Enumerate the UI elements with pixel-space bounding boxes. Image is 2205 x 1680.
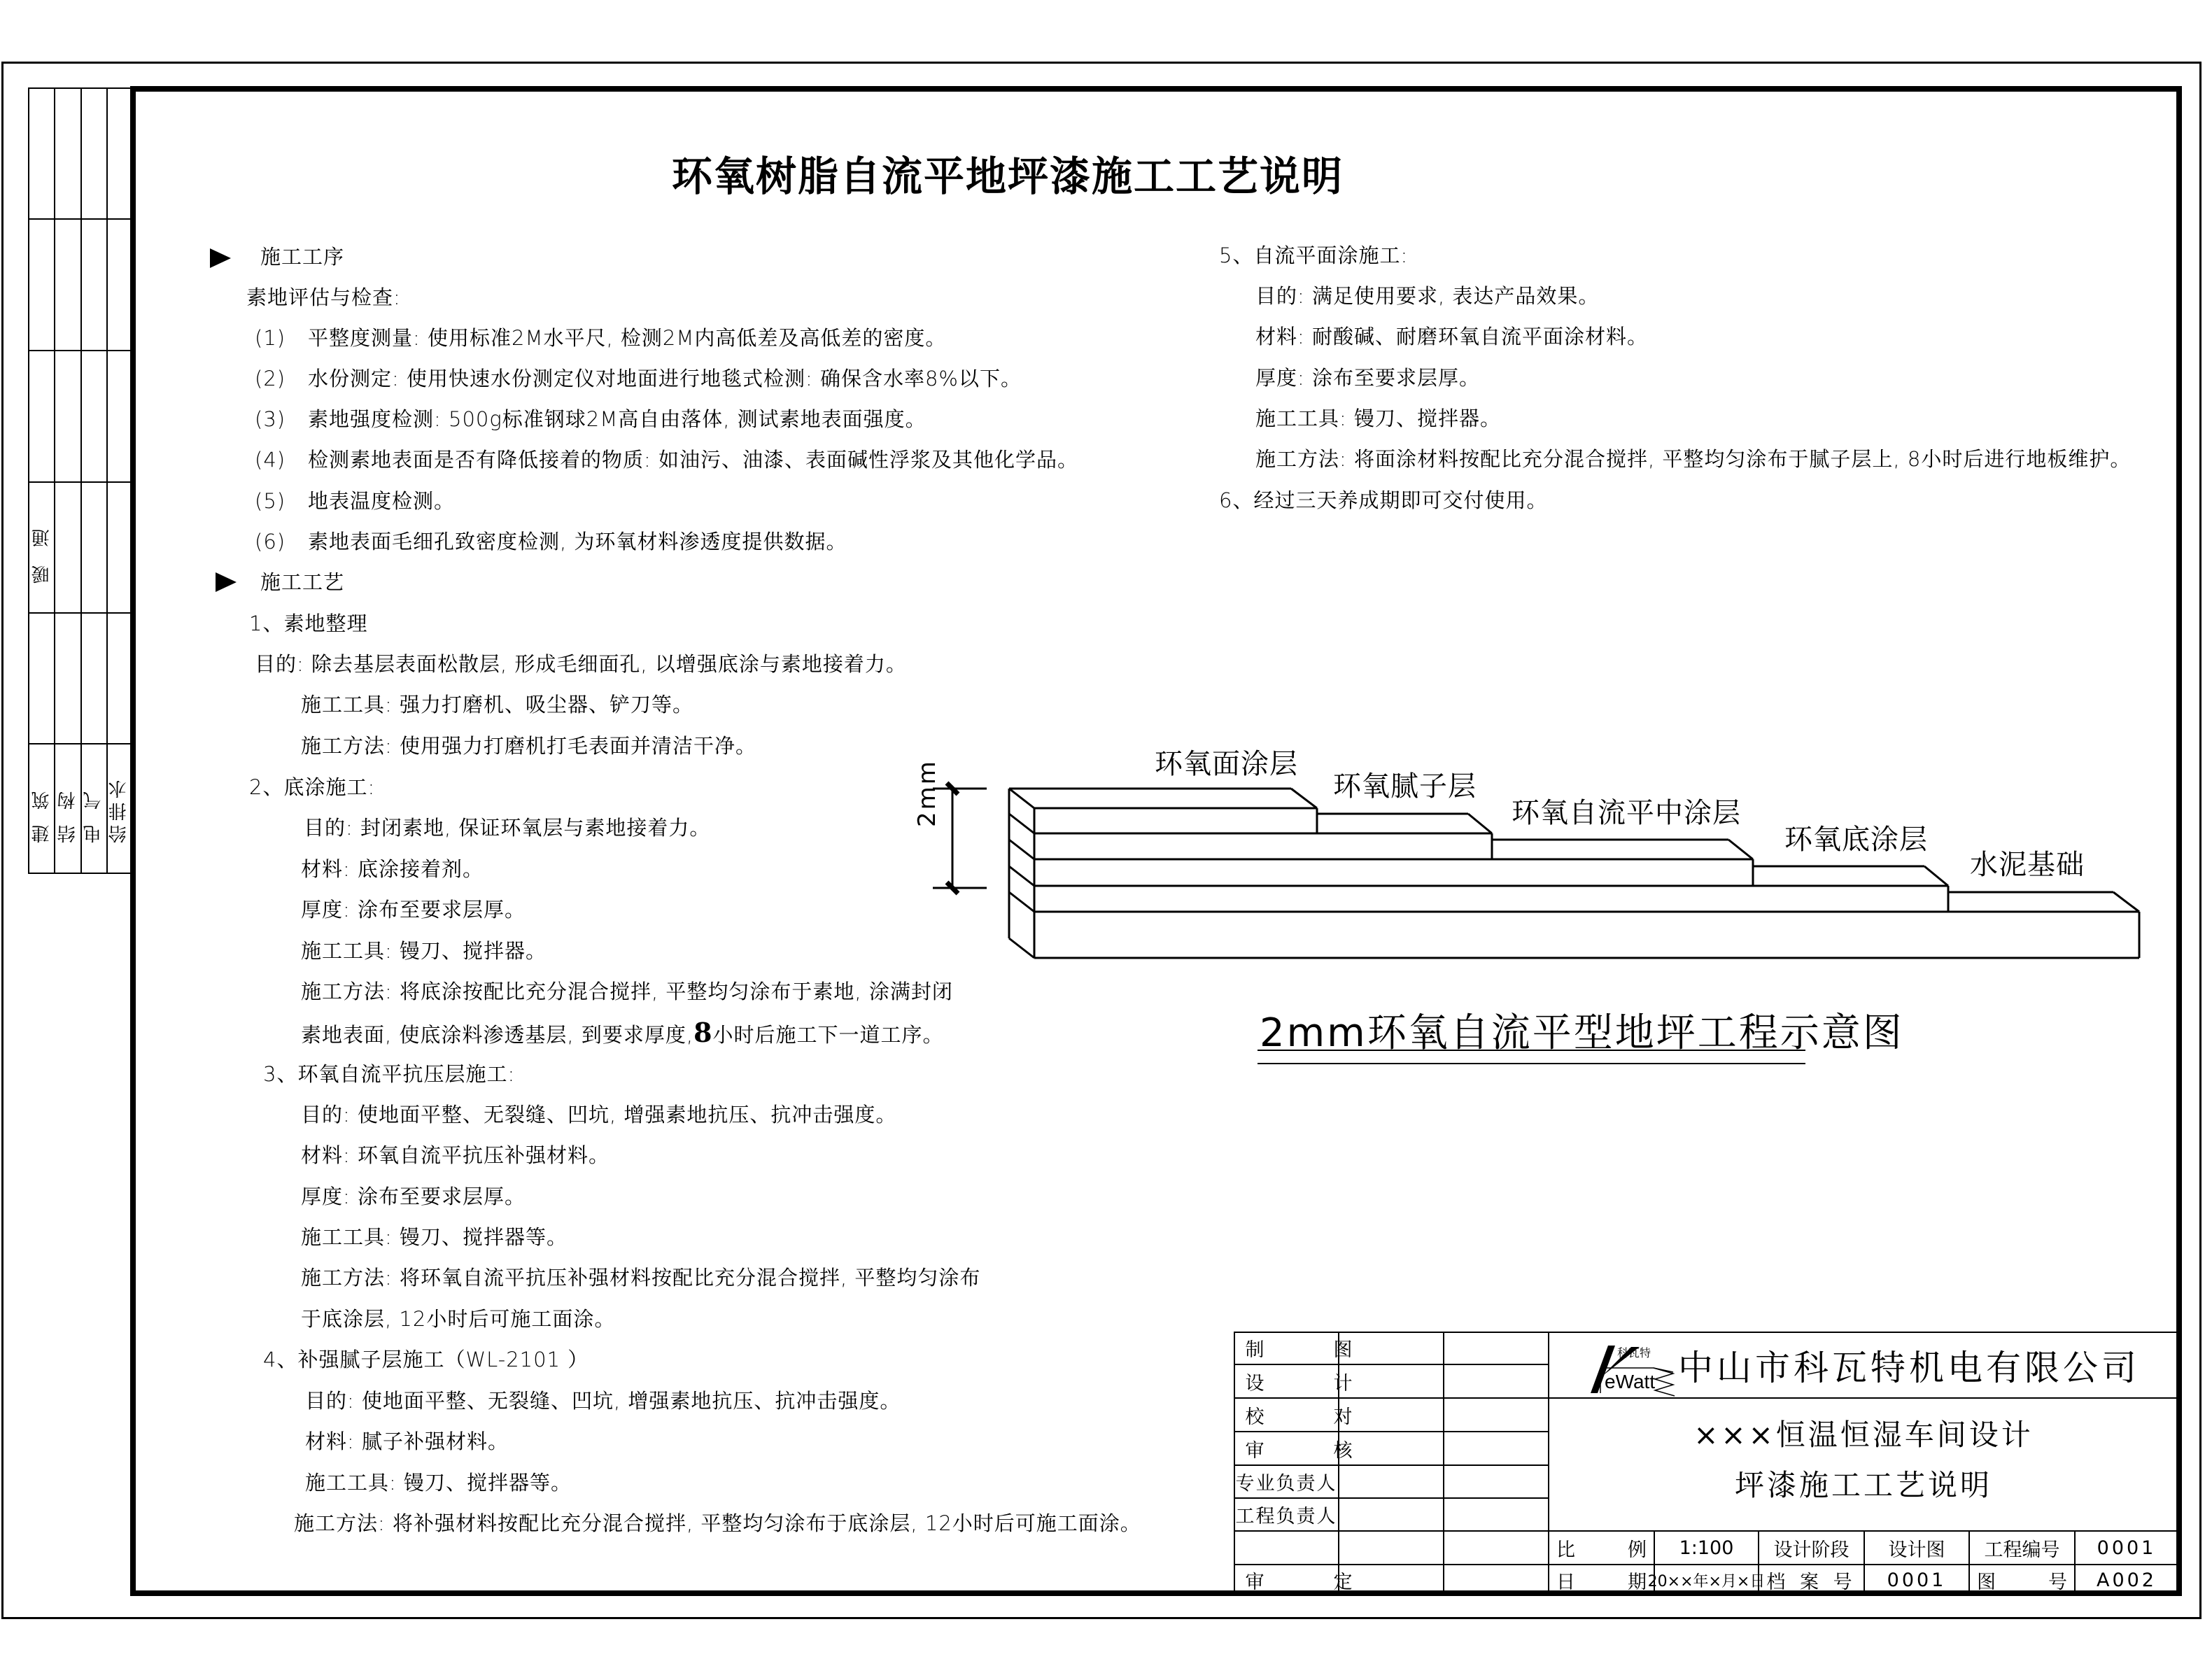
strip-label-plumbing: 给排水 <box>108 776 129 843</box>
item-text: 素地表面毛细孔致密度检测, 为环氧材料渗透度提供数据。 <box>308 530 847 553</box>
hours-number: 8 <box>693 1017 713 1048</box>
info-value-date: 20××年×月×日 <box>1647 1573 1766 1590</box>
strip-label-architecture: 建筑 <box>31 776 52 843</box>
item-num: (2) <box>255 367 286 390</box>
method-text: 小时后施工下一道工序。 <box>712 1023 944 1047</box>
info-label-scale: 比 例 <box>1556 1539 1663 1561</box>
item-text: 平整度测量: 使用标准2M水平尺, 检测2M内高低差及高低差的密度。 <box>308 326 947 350</box>
step-method-cont <box>301 1017 944 1048</box>
layer-label-cement-base: 水泥基础 <box>1970 849 2085 881</box>
step-final: 6、经过三天养成期即可交付使用。 <box>1219 488 1548 512</box>
sign-label: 校 对 <box>1245 1406 1378 1428</box>
info-label-date: 日 期 <box>1556 1572 1663 1593</box>
arrow-bullet-icon <box>210 248 231 268</box>
item-num: (4) <box>255 448 286 472</box>
step-tools: 施工工具: 镘刀、搅拌器等。 <box>301 1225 568 1249</box>
info-label-archive-no: 档 案 号 <box>1766 1572 1857 1593</box>
info-label-design-stage: 设计阶段 <box>1773 1539 1850 1561</box>
diagram-caption: 2mm环氧自流平型地坪工程示意图 <box>1260 1010 1904 1056</box>
step-tools: 施工工具: 镘刀、搅拌器。 <box>1255 407 1501 430</box>
step-material: 材料: 底涂接着剂。 <box>301 857 484 881</box>
layer-label-primer: 环氧底涂层 <box>1784 824 1928 856</box>
step-purpose: 目的: 满足使用要求, 表达产品效果。 <box>1255 284 1600 308</box>
layer-label-putty: 环氧腻子层 <box>1333 770 1477 803</box>
dimension-label: 2mm <box>913 759 941 827</box>
step-title: 2、底涂施工: <box>249 775 376 799</box>
info-label-drawing-no: 图 号 <box>1977 1572 2084 1593</box>
item-text: 检测素地表面是否有降低接着的物质: 如油污、油漆、表面碱性浮浆及其他化学品。 <box>308 448 1078 472</box>
sign-label: 审 核 <box>1245 1439 1378 1462</box>
item-text: 地表温度检测。 <box>308 489 456 513</box>
sign-label: 专业负责人 <box>1235 1473 1337 1495</box>
project-name: ×××恒温恒湿车间设计 <box>1693 1418 2034 1452</box>
page-title: 环氧树脂自流平地坪漆施工工艺说明 <box>672 153 1344 200</box>
info-value-project-no: 0001 <box>2097 1537 2157 1559</box>
company-name: 中山市科瓦特机电有限公司 <box>1678 1348 2140 1388</box>
strip-label-hvac: 暖通 <box>31 511 52 584</box>
sign-label: 制 图 <box>1245 1339 1378 1361</box>
step-title: 3、环氧自流平抗压层施工: <box>263 1062 516 1086</box>
item-text: 水份测定: 使用快速水份测定仪对地面进行地毯式检测: 确保含水率8%以下。 <box>308 367 1022 390</box>
step-method-cont: 于底涂层, 12小时后可施工面涂。 <box>301 1307 616 1331</box>
step-purpose: 目的: 除去基层表面松散层, 形成毛细面孔, 以增强底涂与素地接着力。 <box>255 652 907 676</box>
section-heading-process: 施工工序 <box>260 245 345 269</box>
subheading-inspection: 素地评估与检查: <box>246 285 401 309</box>
step-method: 施工方法: 将补强材料按配比充分混合搅拌, 平整均匀涂布于底涂层, 12小时后可施工面涂。 <box>294 1511 1141 1535</box>
step-method: 施工方法: 将底涂按配比充分混合搅拌, 平整均匀涂布于素地, 涂满封闭 <box>301 980 953 1003</box>
step-material: 材料: 环氧自流平抗压补强材料。 <box>301 1143 610 1167</box>
strip-label-electrical: 电气 <box>83 776 104 843</box>
step-title: 4、补强腻子层施工（WL-2101 ） <box>263 1348 589 1371</box>
arrow-bullet-icon <box>216 572 237 592</box>
layer-label-top-coat: 环氧面涂层 <box>1155 748 1298 780</box>
item-text: 素地强度检测: 500g标准钢球2M高自由落体, 测试素地表面强度。 <box>308 407 927 431</box>
step-material: 材料: 耐酸碱、耐磨环氧自流平面涂材料。 <box>1255 325 1648 348</box>
logo-brand-cn: 科瓦特 <box>1617 1346 1651 1360</box>
step-thickness: 厚度: 涂布至要求层厚。 <box>301 898 526 922</box>
section-heading-craft: 施工工艺 <box>260 570 345 594</box>
drawing-name: 坪漆施工工艺说明 <box>1734 1468 1992 1502</box>
item-num: (6) <box>255 530 286 553</box>
step-tools: 施工工具: 镘刀、搅拌器等。 <box>305 1471 572 1495</box>
step-method: 施工方法: 将环氧自流平抗压补强材料按配比充分混合搅拌, 平整均匀涂布 <box>301 1266 981 1290</box>
step-title: 5、自流平面涂施工: <box>1219 243 1409 267</box>
step-title: 1、素地整理 <box>249 612 368 635</box>
step-purpose: 目的: 使地面平整、无裂缝、凹坑, 增强素地抗压、抗冲击强度。 <box>301 1103 897 1127</box>
sign-label: 工程负责人 <box>1235 1506 1337 1527</box>
logo-brand-en: eWatt <box>1605 1371 1656 1392</box>
layer-label-mid-coat: 环氧自流平中涂层 <box>1512 797 1741 829</box>
step-tools: 施工工具: 强力打磨机、吸尘器、铲刀等。 <box>301 693 693 717</box>
title-block <box>1234 1332 2178 1596</box>
step-method: 施工方法: 使用强力打磨机打毛表面并清洁干净。 <box>301 734 756 758</box>
step-tools: 施工工具: 镘刀、搅拌器。 <box>301 939 547 963</box>
info-value-scale: 1:100 <box>1679 1537 1734 1559</box>
step-material: 材料: 腻子补强材料。 <box>305 1430 509 1453</box>
step-thickness: 厚度: 涂布至要求层厚。 <box>1255 366 1480 390</box>
method-text: 素地表面, 使底涂料渗透基层, 到要求厚度, <box>301 1023 694 1047</box>
strip-label-structure: 结构 <box>57 776 78 843</box>
step-purpose: 目的: 封闭素地, 保证环氧层与素地接着力。 <box>304 816 711 840</box>
sign-label: 设 计 <box>1245 1372 1378 1395</box>
info-value-drawing-no: A002 <box>2096 1569 2157 1591</box>
sign-label: 审 定 <box>1245 1572 1378 1593</box>
item-num: (5) <box>255 489 286 513</box>
step-method: 施工方法: 将面涂材料按配比充分混合搅拌, 平整均匀涂布于腻子层上, 8小时后进行地板维护。 <box>1255 447 2132 471</box>
info-value-design-stage: 设计图 <box>1888 1539 1945 1561</box>
item-num: (1) <box>255 326 286 350</box>
item-num: (3) <box>255 407 286 431</box>
countersign-strip <box>28 87 130 874</box>
step-thickness: 厚度: 涂布至要求层厚。 <box>301 1185 526 1208</box>
step-purpose: 目的: 使地面平整、无裂缝、凹坑, 增强素地抗压、抗冲击强度。 <box>305 1389 901 1413</box>
info-label-project-no: 工程编号 <box>1984 1539 2060 1561</box>
info-value-archive-no: 0001 <box>1887 1569 1947 1591</box>
